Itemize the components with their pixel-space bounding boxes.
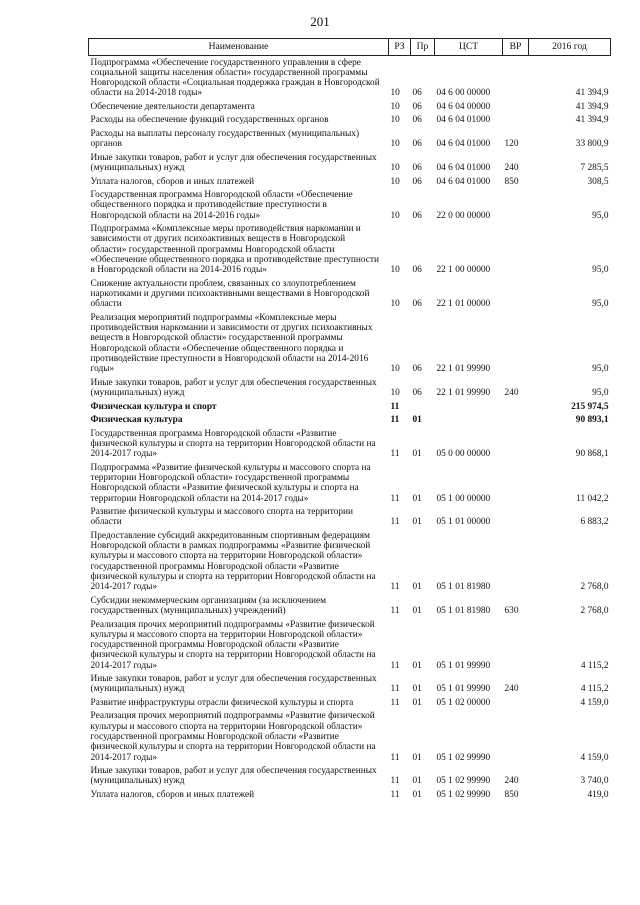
row-vr bbox=[503, 188, 529, 222]
table-row bbox=[89, 277, 611, 311]
row-rz: 11 bbox=[390, 449, 400, 460]
row-pr: 01 bbox=[412, 776, 422, 787]
row-vr bbox=[503, 461, 529, 505]
row-cst: 05 1 02 99990 bbox=[436, 752, 491, 763]
row-cst: 05 1 01 99990 bbox=[436, 684, 491, 695]
row-sum: 41 394,9 bbox=[575, 101, 609, 112]
row-rz: 11 bbox=[390, 493, 400, 504]
row-name: Подпрограмма «Обеспечение государственного управления в сфере социальной защиты населения области» государственной программы Новгородской области «Социальная поддержка граждан в Новгородской области на 2014-2018 годы» bbox=[90, 57, 380, 99]
row-cst: 22 1 01 99990 bbox=[436, 388, 491, 399]
row-pr: 06 bbox=[412, 364, 422, 375]
table-row bbox=[89, 765, 611, 789]
row-pr: 06 bbox=[412, 265, 422, 276]
row-pr bbox=[411, 400, 435, 413]
row-cst: 05 1 01 99990 bbox=[436, 660, 491, 671]
row-rz: 11 bbox=[390, 415, 400, 426]
row-rz: 11 bbox=[390, 776, 400, 787]
row-pr: 06 bbox=[412, 139, 422, 150]
row-name: Уплата налогов, сборов и иных платежей bbox=[90, 789, 255, 800]
row-rz: 10 bbox=[390, 210, 400, 221]
row-pr: 06 bbox=[412, 299, 422, 310]
row-vr: 240 bbox=[504, 684, 519, 695]
row-cst: 04 6 04 01000 bbox=[436, 176, 491, 187]
row-vr bbox=[503, 505, 529, 529]
row-vr bbox=[503, 427, 529, 461]
table-row bbox=[89, 673, 611, 697]
row-rz: 10 bbox=[390, 101, 400, 112]
row-pr: 06 bbox=[412, 115, 422, 126]
row-rz: 11 bbox=[390, 606, 400, 617]
row-pr: 01 bbox=[412, 606, 422, 617]
row-sum: 3 740,0 bbox=[580, 776, 609, 787]
row-cst: 04 6 04 01000 bbox=[436, 139, 491, 150]
row-rz: 11 bbox=[390, 660, 400, 671]
table-row bbox=[89, 127, 611, 151]
row-rz: 10 bbox=[390, 115, 400, 126]
row-pr: 01 bbox=[412, 684, 422, 695]
row-cst: 22 1 01 00000 bbox=[436, 299, 491, 310]
row-cst: 04 6 00 00000 bbox=[436, 88, 491, 99]
row-name: Подпрограмма «Развитие физической культуры и массового спорта на территории Новгородской области» государственной программы Новгородской области «Развитие физической культуры и спорта на территории Новгородской области на 2014-2017 годы» bbox=[90, 462, 371, 504]
table-row bbox=[89, 114, 611, 127]
row-vr: 850 bbox=[504, 789, 519, 800]
header-cst: ЦСТ bbox=[435, 39, 503, 56]
row-vr bbox=[503, 529, 529, 594]
table-body bbox=[89, 56, 611, 802]
row-sum: 95,0 bbox=[592, 364, 609, 375]
row-rz: 10 bbox=[390, 176, 400, 187]
row-vr bbox=[503, 277, 529, 311]
table-row bbox=[89, 696, 611, 709]
row-cst: 04 6 04 01000 bbox=[436, 115, 491, 126]
table-row bbox=[89, 461, 611, 505]
row-sum: 95,0 bbox=[592, 265, 609, 276]
row-cst: 05 1 01 81980 bbox=[436, 582, 491, 593]
table-row bbox=[89, 505, 611, 529]
row-name: Государственная программа Новгородской области «Развитие физической культуры и спорта на территории Новгородской области на 2014-2017 годы» bbox=[90, 428, 376, 460]
header-year: 2016 год bbox=[529, 39, 611, 56]
row-name: Уплата налогов, сборов и иных платежей bbox=[90, 176, 255, 187]
row-name: Подпрограмма «Комплексные меры противодействия наркомании и зависимости от других психоактивных веществ в Новгородской области» государственной программы Новгородской области «Обеспечение общественного порядка и противодействие преступности в Новгородской области на 2014-2016 годы» bbox=[90, 224, 380, 276]
row-sum: 308,5 bbox=[587, 176, 609, 187]
row-cst: 05 1 02 99990 bbox=[436, 789, 491, 800]
row-sum: 4 159,0 bbox=[580, 697, 609, 708]
row-rz: 11 bbox=[390, 789, 400, 800]
row-sum: 33 800,9 bbox=[575, 139, 609, 150]
row-sum: 95,0 bbox=[592, 388, 609, 399]
row-name: Развитие инфраструктуры отрасли физической культуры и спорта bbox=[90, 697, 354, 708]
row-vr bbox=[503, 114, 529, 127]
row-pr: 01 bbox=[412, 582, 422, 593]
row-pr: 01 bbox=[412, 789, 422, 800]
row-vr bbox=[503, 696, 529, 709]
row-rz: 10 bbox=[390, 265, 400, 276]
row-pr: 06 bbox=[412, 388, 422, 399]
table-row bbox=[89, 413, 611, 426]
row-vr bbox=[503, 222, 529, 277]
table-row bbox=[89, 151, 611, 175]
row-rz: 10 bbox=[390, 364, 400, 375]
row-cst: 22 0 00 00000 bbox=[436, 210, 491, 221]
row-rz: 10 bbox=[390, 88, 400, 99]
row-sum: 90 868,1 bbox=[575, 449, 609, 460]
row-sum: 95,0 bbox=[592, 210, 609, 221]
row-sum: 11 042,2 bbox=[576, 493, 609, 504]
row-vr: 240 bbox=[504, 163, 519, 174]
table-row bbox=[89, 188, 611, 222]
row-pr: 01 bbox=[412, 415, 422, 426]
row-cst: 05 1 01 00000 bbox=[436, 517, 491, 528]
row-vr bbox=[503, 100, 529, 113]
page-number: 201 bbox=[310, 14, 330, 29]
row-rz: 11 bbox=[390, 697, 400, 708]
row-cst: 05 1 01 81980 bbox=[436, 606, 491, 617]
row-sum: 419,0 bbox=[587, 789, 609, 800]
row-cst: 05 1 00 00000 bbox=[436, 493, 491, 504]
row-pr: 01 bbox=[412, 449, 422, 460]
row-sum: 4 115,2 bbox=[580, 660, 609, 671]
budget-table bbox=[88, 38, 611, 802]
table-row bbox=[89, 175, 611, 188]
row-rz: 10 bbox=[390, 163, 400, 174]
row-cst: 22 1 00 00000 bbox=[436, 265, 491, 276]
row-pr: 06 bbox=[412, 101, 422, 112]
table-row bbox=[89, 788, 611, 801]
table-row bbox=[89, 56, 611, 101]
row-name: Реализация мероприятий подпрограммы «Комплексные меры противодействия наркомании и зависимости от других психоактивных веществ в Новгородской области» государственной программы Новгородской области «Обеспечение общественного порядка и противодействие преступности в Новгородской области на 2014-2016 годы» bbox=[90, 312, 373, 375]
row-vr bbox=[503, 56, 529, 101]
header-vr: ВР bbox=[503, 39, 529, 56]
row-vr bbox=[503, 618, 529, 673]
table-row bbox=[89, 618, 611, 673]
row-pr: 01 bbox=[412, 697, 422, 708]
row-sum: 2 768,0 bbox=[580, 606, 609, 617]
row-sum: 41 394,9 bbox=[575, 88, 609, 99]
table-row bbox=[89, 427, 611, 461]
row-sum: 4 115,2 bbox=[580, 684, 609, 695]
row-name: Иные закупки товаров, работ и услуг для обеспечения государственных (муниципальных) нужд bbox=[90, 766, 377, 787]
row-rz: 11 bbox=[390, 517, 400, 528]
row-rz: 10 bbox=[390, 388, 400, 399]
row-pr: 01 bbox=[412, 493, 422, 504]
table-row bbox=[89, 529, 611, 594]
row-vr: 120 bbox=[504, 139, 519, 150]
row-name: Иные закупки товаров, работ и услуг для обеспечения государственных (муниципальных) нужд bbox=[90, 377, 377, 399]
row-name: Иные закупки товаров, работ и услуг для обеспечения государственных (муниципальных) нужд bbox=[90, 674, 377, 695]
row-name: Расходы на обеспечение функций государственных органов bbox=[90, 115, 329, 126]
row-cst: 04 6 04 00000 bbox=[436, 101, 491, 112]
row-cst: 05 0 00 00000 bbox=[436, 449, 491, 460]
row-rz: 11 bbox=[390, 582, 400, 593]
row-name: Предоставление субсидий аккредитованным спортивным федерациям Новгородской области в рамках подпрограммы «Развитие физической культуры и массового спорта на территории Новгородской области» государственной программы Новгородской области «Развитие физической культуры и спорта на территории Новгородской области на 2014-2017 годы» bbox=[90, 530, 376, 593]
row-pr: 06 bbox=[412, 163, 422, 174]
header-name: Наименование bbox=[89, 39, 389, 56]
row-rz: 10 bbox=[390, 139, 400, 150]
row-rz: 11 bbox=[390, 684, 400, 695]
row-pr: 06 bbox=[412, 210, 422, 221]
row-cst bbox=[435, 413, 503, 426]
table-row bbox=[89, 376, 611, 400]
row-cst: 22 1 01 99990 bbox=[436, 364, 491, 375]
row-name: Иные закупки товаров, работ и услуг для обеспечения государственных (муниципальных) нужд bbox=[90, 152, 377, 174]
row-vr: 240 bbox=[504, 388, 519, 399]
row-rz: 11 bbox=[390, 401, 400, 412]
row-vr: 630 bbox=[504, 606, 519, 617]
row-cst bbox=[435, 400, 503, 413]
row-name: Физическая культура и спорт bbox=[90, 401, 217, 412]
row-sum: 95,0 bbox=[592, 299, 609, 310]
row-pr: 06 bbox=[412, 176, 422, 187]
row-pr: 01 bbox=[412, 660, 422, 671]
table-row bbox=[89, 100, 611, 113]
table-row bbox=[89, 710, 611, 765]
row-sum: 90 893,1 bbox=[575, 415, 609, 426]
row-sum: 2 768,0 bbox=[580, 582, 609, 593]
row-sum: 4 159,0 bbox=[580, 752, 609, 763]
row-name: Обеспечение деятельности департамента bbox=[90, 101, 255, 112]
row-pr: 01 bbox=[412, 752, 422, 763]
row-name: Реализация прочих мероприятий подпрограммы «Развитие физической культуры и массового спорта на территории Новгородской области» государственной программы Новгородской области «Развитие физической культуры и спорта на территории Новгородской области на 2014-2017 годы» bbox=[90, 711, 376, 763]
row-vr bbox=[503, 311, 529, 376]
table-row bbox=[89, 222, 611, 277]
row-name: Снижение актуальности проблем, связанных со злоупотреблением наркотиками и другими психоактивными веществами в Новгородской области bbox=[90, 278, 370, 310]
table-row bbox=[89, 594, 611, 618]
table-header-row bbox=[89, 39, 611, 56]
table-row bbox=[89, 311, 611, 376]
row-cst: 04 6 04 01000 bbox=[436, 163, 491, 174]
row-sum: 215 974,5 bbox=[571, 401, 609, 412]
row-name: Реализация прочих мероприятий подпрограммы «Развитие физической культуры и массового спорта на территории Новгородской области» государственной программы Новгородской области «Развитие физической культуры и спорта на территории Новгородской области на 2014-2017 годы» bbox=[90, 619, 376, 671]
row-name: Субсидии некоммерческим организациям (за исключением государственных (муниципальных) учреждений) bbox=[90, 595, 327, 617]
row-rz: 11 bbox=[390, 752, 400, 763]
row-sum: 41 394,9 bbox=[575, 115, 609, 126]
header-rz: РЗ bbox=[389, 39, 411, 56]
row-name: Расходы на выплаты персоналу государственных (муниципальных) органов bbox=[90, 128, 360, 150]
row-rz: 10 bbox=[390, 299, 400, 310]
row-name: Развитие физической культуры и массового спорта на территории области bbox=[90, 506, 354, 528]
row-pr: 06 bbox=[412, 88, 422, 99]
row-vr: 850 bbox=[504, 176, 519, 187]
row-vr: 240 bbox=[504, 776, 519, 787]
row-name: Государственная программа Новгородской области «Обеспечение общественного порядка и противодействие преступности в Новгородской области на 2014-2016 годы» bbox=[90, 189, 353, 221]
row-cst: 05 1 02 99990 bbox=[436, 776, 491, 787]
row-vr bbox=[503, 413, 529, 426]
row-vr bbox=[503, 400, 529, 413]
row-pr: 01 bbox=[412, 517, 422, 528]
row-name: Физическая культура bbox=[90, 415, 183, 426]
row-sum: 6 883,2 bbox=[580, 517, 609, 528]
row-cst: 05 1 02 00000 bbox=[436, 697, 491, 708]
table-row bbox=[89, 400, 611, 413]
row-vr bbox=[503, 710, 529, 765]
header-pr: Пр bbox=[411, 39, 435, 56]
row-sum: 7 285,5 bbox=[580, 163, 609, 174]
